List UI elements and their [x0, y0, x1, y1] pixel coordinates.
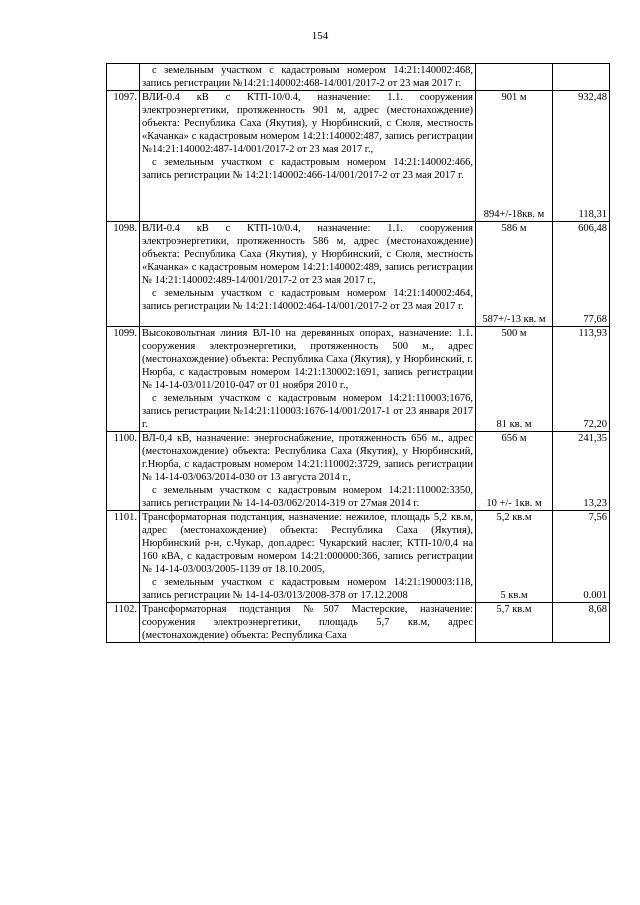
row-description [140, 64, 476, 91]
row-value [553, 222, 610, 327]
row-area [476, 603, 553, 643]
row-value [553, 432, 610, 511]
land-value: 72,20 [583, 419, 607, 430]
row-number: 1099. [107, 327, 140, 432]
object-size: 500 м [501, 328, 527, 339]
row-description [140, 222, 476, 327]
object-value: 113,93 [578, 328, 607, 339]
object-size: 586 м [501, 223, 527, 234]
row-number: 1100. [107, 432, 140, 511]
page-number: 154 [311, 30, 329, 42]
object-text: Высоковольтная линия ВЛ-10 на деревянных опорах, назначение: 1.1. сооружения электроэнергетики, протяженность 500 м., адрес (местонахождение) объекта: Республика Саха (Якутия), у Нюрбинский, г. Нюрба, с кадастровым номером 14:21:130002:1691, запись регистрации № 14-14-03/011/2010-047 от 01 ноября 2010 г., [142, 328, 473, 391]
object-text: ВЛ-0,4 кВ, назначение: энергоснабжение, протяженность 656 м., адрес (местонахождение) объекта: Республика Саха (Якутия), у Нюрбинский, г.Нюрба, с кадастровым номером 14:21:110002:3729, запись регистрации № 14-14-03/063/2014-030 от 13 августа 2014 г., [142, 433, 473, 483]
table-row [107, 603, 610, 643]
table-row [107, 222, 610, 327]
land-size: 10 +/- 1кв. м [486, 498, 542, 509]
row-area [476, 64, 553, 91]
land-size: 5 кв.м [500, 590, 528, 601]
object-value: 8,68 [588, 604, 607, 615]
land-plot-text: с земельным участком с кадастровым номером 14:21:140002:468, запись регистрации №14:21:140002:468-14/001/2017-2 от 23 мая 2017 г. [142, 65, 473, 89]
property-registry-table [106, 63, 610, 643]
object-size: 5,7 кв.м [496, 604, 532, 615]
row-area [476, 327, 553, 432]
row-description [140, 603, 476, 643]
land-plot-text: с земельным участком с кадастровым номером 14:21:110002:3350, запись регистрации № 14-14-03/062/2014-319 от 27мая 2014 г. [142, 485, 473, 509]
object-text: Трансформаторная подстанция №507 Мастерские, назначение: сооружения электроэнергетики, площадь 5,7 кв.м, адрес (местонахождение) объекта: Республика Саха [142, 604, 473, 641]
object-size: 656 м [501, 433, 527, 444]
row-area [476, 511, 553, 603]
row-value [553, 603, 610, 643]
row-area [476, 91, 553, 222]
row-value [553, 91, 610, 222]
row-number: 1097. [107, 91, 140, 222]
row-value [553, 511, 610, 603]
row-description [140, 327, 476, 432]
table-row [107, 64, 610, 91]
row-value [553, 64, 610, 91]
object-value: 241,35 [578, 433, 607, 444]
object-value: 606,48 [578, 223, 607, 234]
table-row [107, 511, 610, 603]
row-number [107, 64, 140, 91]
object-size: 901 м [501, 92, 527, 103]
row-description [140, 91, 476, 222]
land-value: 118,31 [578, 209, 607, 220]
land-plot-text: с земельным участком с кадастровым номером 14:21:140002:464, запись регистрации № 14:21:140002:464-14/001/2017-2 от 23 мая 2017 г. [142, 288, 473, 312]
land-size: 81 кв. м [496, 419, 532, 430]
land-value: 13,23 [583, 498, 607, 509]
land-plot-text: с земельным участком с кадастровым номером 14:21:140002:466, запись регистрации № 14:21:140002:466-14/001/2017-2 от 23 мая 2017 г. [142, 157, 473, 181]
table-row [107, 327, 610, 432]
land-size: 587+/-13 кв. м [482, 314, 546, 325]
row-number: 1098. [107, 222, 140, 327]
table-row [107, 432, 610, 511]
row-description [140, 511, 476, 603]
land-value: 0.001 [583, 590, 607, 601]
object-text: ВЛИ-0.4 кВ с КТП-10/0.4, назначение: 1.1. сооружения электроэнергетики, протяженность 586 м, адрес (местонахождение) объекта: Республика Саха (Якутия), у Нюрбинский, с Сюля, местность «Качанка» с кадастровым номером 14:21:140002:489, запись регистрации № 14:21:140002:489-14/001/2017-2 от 23 мая 2017 г., [142, 223, 473, 286]
object-size: 5,2 кв.м [496, 512, 532, 523]
object-text: Трансформаторная подстанция, назначение: нежилое, площадь 5,2 кв.м, адрес (местонахождение) объекта: Республика Саха (Якутия), Нюрбинский р-н, с.Чукар, доп.адрес: Чукарский наслег, КТП-10/0,4 на 160 кВА, с кадастровым номером 14:21:000000:366, запись регистрации № 14-14-03/003/2005-1139 от 18.10.2005, [142, 512, 473, 575]
row-description [140, 432, 476, 511]
land-plot-text: с земельным участком с кадастровым номером 14:21:190003:118, запись регистрации № 14-14-03/013/2008-378 от 17.12.2008 [142, 577, 473, 601]
land-value: 77,68 [583, 314, 607, 325]
object-text: ВЛИ-0.4 кВ с КТП-10/0.4, назначение: 1.1. сооружения электроэнергетики, протяженность 901 м, адрес (местонахождение) объекта: Республика Саха (Якутия), у Нюрбинский, с Сюля, местность «Качанка» с кадастровым номером 14:21:140002:487, запись регистрации №14:21:140002:487-14/001/2017-2 от 23 мая 2017 г., [142, 92, 473, 155]
land-plot-text: с земельным участком с кадастровым номером 14:21:110003:1676, запись регистрации №14:21:110003:1676-14/001/2017-1 от 23 января 2017 г. [142, 393, 473, 430]
row-area [476, 222, 553, 327]
object-value: 932,48 [578, 92, 607, 103]
row-value [553, 327, 610, 432]
row-number: 1101. [107, 511, 140, 603]
table-row [107, 91, 610, 222]
row-area [476, 432, 553, 511]
land-size: 894+/-18кв. м [483, 209, 545, 220]
row-number: 1102. [107, 603, 140, 643]
object-value: 7,56 [588, 512, 607, 523]
